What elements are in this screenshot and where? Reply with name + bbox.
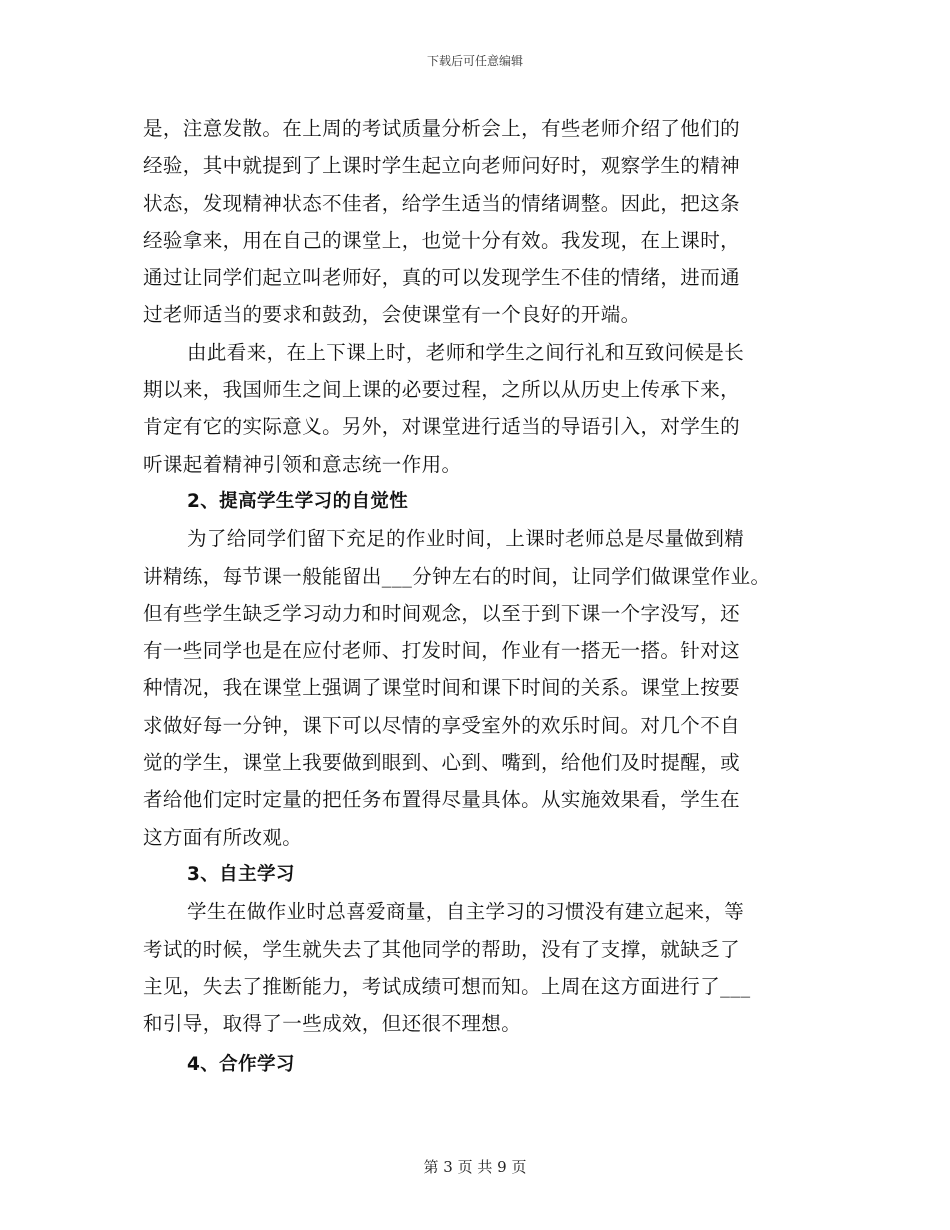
- body-line: 讲精练，每节课一般能留出___分钟左右的时间，让同学们做课堂作业。: [143, 564, 771, 588]
- section-heading-3: 3、自主学习: [187, 863, 295, 885]
- body-line: 但有些学生缺乏学习动力和时间观念，以至于到下课一个字没写，还: [143, 601, 741, 625]
- body-line: 有一些同学也是在应付老师、打发时间，作业有一搭无一搭。针对这: [143, 639, 741, 663]
- body-line: 主见，失去了推断能力，考试成绩可想而知。上周在这方面进行了___: [143, 974, 751, 998]
- body-line: 考试的时候，学生就失去了其他同学的帮助，没有了支撑，就缺乏了: [143, 937, 741, 961]
- body-line: 过老师适当的要求和鼓劲，会使课堂有一个良好的开端。: [143, 303, 641, 327]
- paragraph-start-line: 学生在做作业时总喜爱商量，自主学习的习惯没有建立起来，等: [187, 900, 745, 924]
- body-line: 是，注意发散。在上周的考试质量分析会上，有些老师介绍了他们的: [143, 117, 741, 140]
- paragraph-start-line: 由此看来，在上下课上时，老师和学生之间行礼和互致问候是长: [187, 340, 745, 364]
- body-line: 经验，其中就提到了上课时学生起立向老师问好时，观察学生的精神: [143, 154, 741, 178]
- body-line: 状态，发现精神状态不佳者，给学生适当的情绪调整。因此，把这条: [143, 191, 741, 215]
- section-heading-2: 2、提高学生学习的自觉性: [187, 490, 409, 512]
- body-line: 听课起着精神引领和意志统一作用。: [143, 452, 462, 476]
- body-line: 求做好每一分钟，课下可以尽情的享受室外的欢乐时间。对几个不自: [143, 713, 741, 737]
- body-line: 期以来，我国师生之间上课的必要过程，之所以从历史上传承下来，: [143, 378, 741, 402]
- paragraph-start-line: 为了给同学们留下充足的作业时间，上课时老师总是尽量做到精: [187, 527, 745, 551]
- body-line: 者给他们定时定量的把任务布置得尽量具体。从实施效果看，学生在: [143, 788, 741, 812]
- body-line: 肯定有它的实际意义。另外，对课堂进行适当的导语引入，对学生的: [143, 415, 741, 439]
- section-heading-4: 4、合作学习: [187, 1054, 295, 1076]
- body-line: 通过让同学们起立叫老师好，真的可以发现学生不佳的情绪，进而通: [143, 266, 741, 290]
- body-line: 和引导，取得了一些成效，但还很不理想。: [143, 1012, 522, 1036]
- document-body: [143, 110, 803, 1084]
- body-line: 经验拿来，用在自己的课堂上，也觉十分有效。我发现，在上课时，: [143, 228, 741, 252]
- header-note: 下载后可任意编辑: [426, 54, 523, 68]
- body-line: 这方面有所改观。: [143, 825, 303, 849]
- body-line: 种情况，我在课堂上强调了课堂时间和课下时间的关系。课堂上按要: [143, 676, 741, 700]
- page-number: 第 3 页 共 9 页: [423, 1158, 527, 1176]
- body-line: 觉的学生，课堂上我要做到眼到、心到、嘴到，给他们及时提醒，或: [143, 751, 741, 775]
